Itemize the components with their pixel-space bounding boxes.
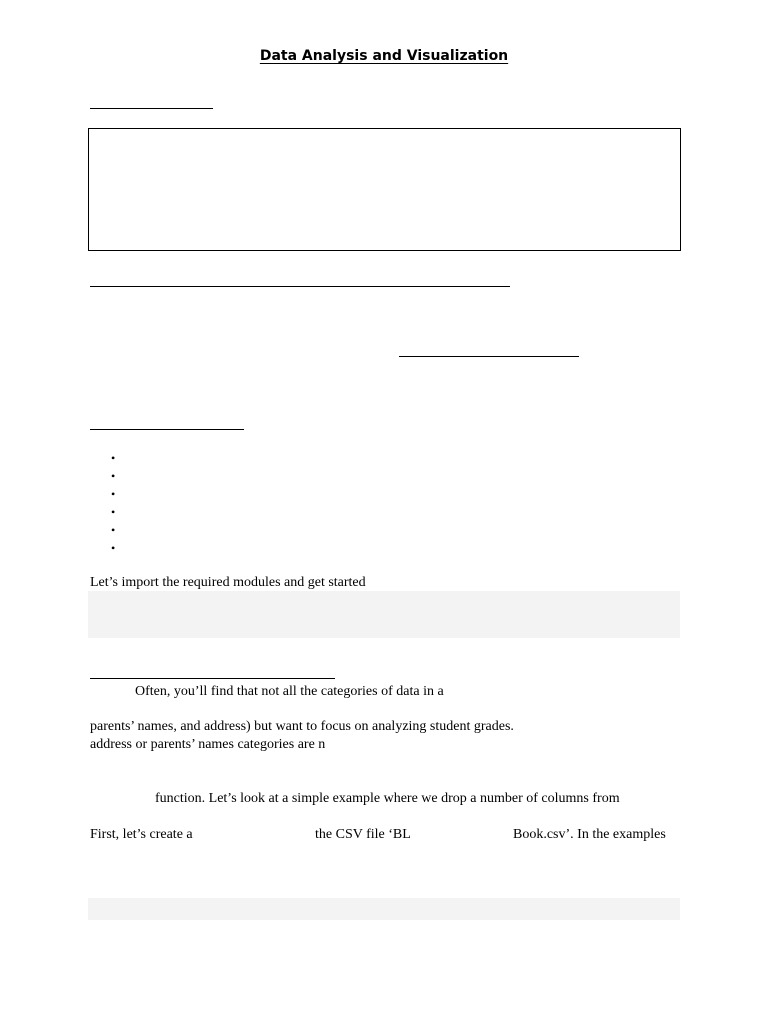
link-rule <box>399 356 579 357</box>
paragraph-1-line-3: address or parents’ names categories are n <box>90 737 326 752</box>
paragraph-2-line-2c: Book.csv’. In the examples <box>513 827 666 842</box>
heading-rule-2 <box>90 286 510 287</box>
heading-rule-1 <box>90 108 213 109</box>
heading-rule-3 <box>90 429 244 430</box>
paragraph-1-line-1: Often, you’ll find that not all the categories of data in a <box>135 684 444 699</box>
page-title <box>0 48 768 64</box>
paragraph-2-line-1: function. Let’s look at a simple example where we drop a number of columns from <box>155 791 620 806</box>
paragraph-1-line-2: parents’ names, and address) but want to focus on analyzing student grades. <box>90 719 514 734</box>
list-bullet: • <box>111 451 116 465</box>
list-bullet: • <box>111 505 116 519</box>
list-bullet: • <box>111 469 116 483</box>
intro-text: Let’s import the required modules and get started <box>90 575 366 590</box>
heading-rule-4 <box>90 678 335 679</box>
paragraph-2-line-2b: the CSV file ‘BL <box>315 827 411 842</box>
list-bullet: • <box>111 487 116 501</box>
page-title-text: Data Analysis and Visualization <box>259 48 509 64</box>
code-block-1 <box>88 591 680 638</box>
paragraph-2-line-2a: First, let’s create a <box>90 827 193 842</box>
list-bullet: • <box>111 541 116 555</box>
bordered-box <box>88 128 681 251</box>
code-block-2 <box>88 898 680 920</box>
list-bullet: • <box>111 523 116 537</box>
